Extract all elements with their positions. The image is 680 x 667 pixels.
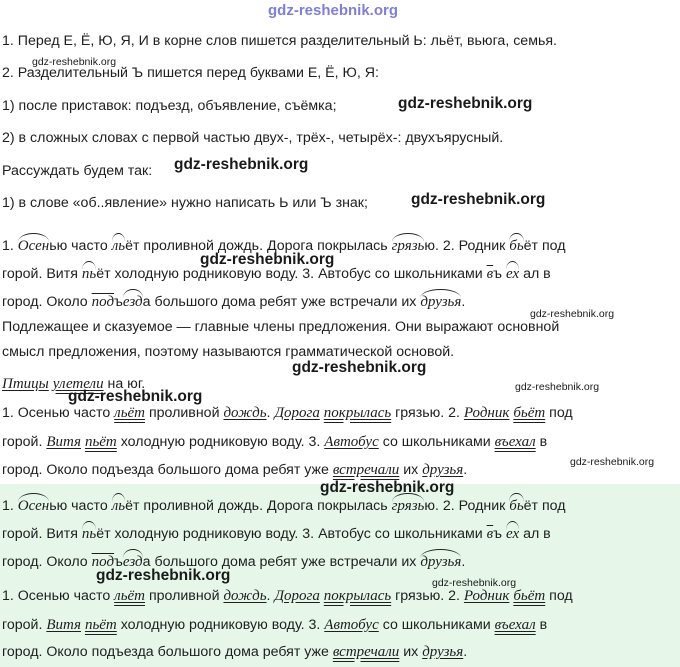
root-mark: езд: [122, 294, 143, 310]
watermark: gdz-reshebnik.org: [320, 479, 455, 496]
watermark: gdz-reshebnik.org: [530, 308, 615, 320]
example-sentence: Птицы улетели на юг.: [2, 376, 146, 392]
rule-3: 1) после приставок: подъезд, объявление, съёмка;: [2, 98, 337, 114]
header-watermark: gdz-reshebnik.org: [268, 2, 399, 19]
subject: Витя: [46, 434, 81, 450]
watermark: gdz-reshebnik.org: [174, 156, 309, 173]
predicate: льёт: [114, 405, 146, 421]
root-mark: бь: [509, 238, 524, 254]
rule-2: 2. Разделительный Ъ пишется перед буквами Е, Ё, Ю, Я:: [2, 65, 379, 81]
watermark: gdz-reshebnik.org: [570, 456, 655, 468]
main-members-line2: смысл предложения, поэтому называются грамматической основой.: [2, 344, 455, 360]
exercise1-line2-repeat: горой. Витя пьёт холодную родниковую воду. 3. Автобус со школьниками въ ех ал в: [2, 526, 551, 542]
watermark: gdz-reshebnik.org: [411, 191, 546, 208]
watermark: gdz-reshebnik.org: [292, 359, 427, 376]
subject: Дорога: [274, 405, 320, 421]
root-mark: грязь: [391, 238, 425, 254]
watermark: gdz-reshebnik.org: [515, 381, 600, 393]
watermark: gdz-reshebnik.org: [432, 577, 517, 589]
subject: Родник: [463, 405, 510, 421]
predicate: въехал: [494, 434, 536, 450]
rule-1: 1. Перед Е, Ё, Ю, Я, И в корне слов пишется разделительный Ь: льёт, вьюга, семья.: [2, 33, 557, 49]
rule-6: 1) в слове «об..явление» нужно написать Ь или Ъ знак;: [2, 195, 368, 211]
exercise1-line1: 1. Осенью часто льёт проливной дождь. Дорога покрылась грязью. 2. Родник бьёт под: [2, 238, 566, 254]
main-members-line1: Подлежащее и сказуемое — главные члены предложения. Они выражают основной: [2, 319, 560, 335]
watermark: gdz-reshebnik.org: [32, 56, 117, 68]
predicate: улетели: [52, 376, 104, 392]
exercise1-line3-repeat: город. Около подъезда большого дома ребят уже встречали их друзья.: [2, 554, 466, 570]
subject: Автобус: [324, 434, 379, 450]
exercise1-line1-repeat: 1. Осенью часто льёт проливной дождь. Дорога покрылась грязью. 2. Родник бьёт под: [2, 498, 566, 514]
root-mark: друзья: [420, 294, 462, 310]
watermark: gdz-reshebnik.org: [398, 95, 533, 112]
prefix-mark: под: [91, 294, 115, 310]
root-mark: ех: [505, 266, 520, 282]
exercise1-line3: город. Около подъезда большого дома ребят уже встречали их друзья.: [2, 294, 466, 310]
watermark: gdz-reshebnik.org: [200, 251, 335, 268]
predicate: пьёт: [84, 434, 117, 450]
predicate: встречали: [332, 462, 400, 478]
subject: Птицы: [2, 376, 49, 392]
exercise2-line1: 1. Осенью часто льёт проливной дождь. Дорога покрылась грязью. 2. Родник бьёт под: [2, 405, 573, 421]
exercise2-line1-repeat: 1. Осенью часто льёт проливной дождь. Дорога покрылась грязью. 2. Родник бьёт под: [2, 588, 573, 604]
predicate: бьёт: [513, 405, 546, 421]
predicate: покрылась: [323, 405, 392, 421]
rule-5: Рассуждать будем так:: [2, 163, 153, 179]
prefix-mark: в: [486, 266, 494, 282]
root-mark: пь: [81, 266, 97, 282]
exercise2-line2: горой. Витя пьёт холодную родниковую воду. 3. Автобус со школьниками въехал в: [2, 434, 548, 450]
subject: дождь: [223, 405, 267, 421]
exercise1-line2: горой. Витя пьёт холодную родниковую воду. 3. Автобус со школьниками въ ех ал в: [2, 266, 551, 282]
exercise2-line3: город. Около подъезда большого дома ребят уже встречали их друзья.: [2, 462, 468, 478]
watermark: gdz-reshebnik.org: [68, 388, 203, 405]
rule-4: 2) в сложных словах с первой частью двух-, трёх-, четырёх-: двухъярусный.: [2, 130, 504, 146]
root-mark: Осен: [17, 238, 50, 254]
watermark: gdz-reshebnik.org: [96, 567, 231, 584]
exercise2-line2-repeat: горой. Витя пьёт холодную родниковую воду. 3. Автобус со школьниками въехал в: [2, 617, 548, 633]
root-mark: ль: [111, 238, 126, 254]
exercise2-line3-repeat: город. Около подъезда большого дома ребят уже встречали их друзья.: [2, 644, 468, 660]
subject: друзья: [422, 462, 464, 478]
